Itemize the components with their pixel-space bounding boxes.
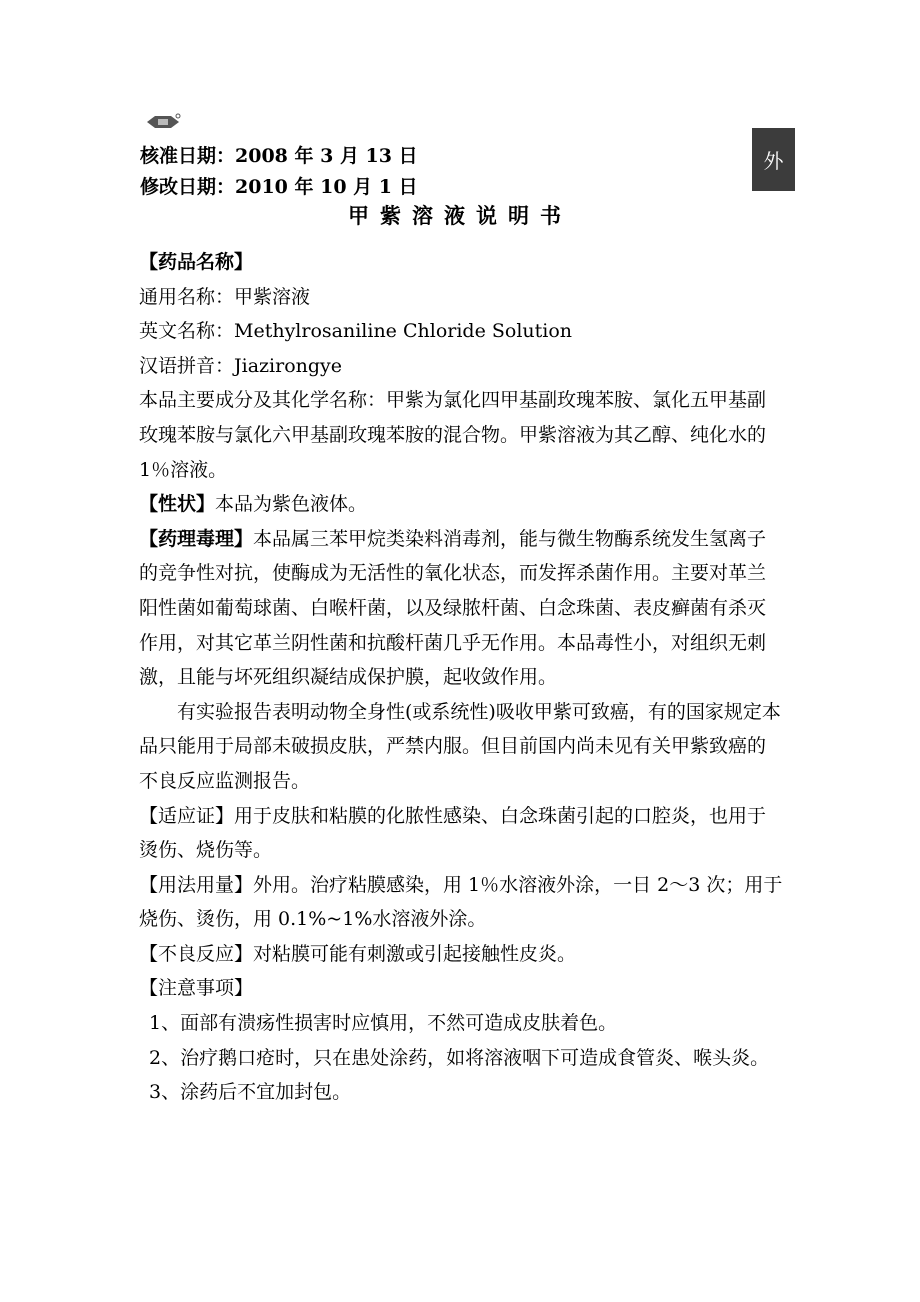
approval-date: 核准日期：2008 年 3 月 13 日 (140, 145, 418, 167)
section-heading-name: 【药品名称】 (139, 251, 254, 273)
indication-paragraph (139, 799, 784, 868)
document-title: 甲紫溶液说明书 (348, 203, 572, 228)
precaution-item: 3、涂药后不宜加封包。 (149, 1081, 352, 1104)
character-paragraph (139, 487, 784, 522)
ingredients-text: 本品主要成分及其化学名称：甲紫为氯化四甲基副玫瑰苯胺、氯化五甲基副玫瑰苯胺与氯化六甲基副玫瑰苯胺的混合物。甲紫溶液为其乙醇、纯化水的 1％溶液。 (139, 389, 767, 481)
section-heading-indication: 【适应证】 (139, 804, 235, 827)
english-name: 英文名称：Methylrosaniline Chloride Solution (139, 320, 573, 343)
adverse-paragraph (139, 937, 784, 972)
document-body (139, 245, 784, 1110)
indication-text: 用于皮肤和粘膜的化脓性感染、白念珠菌引起的口腔炎，也用于烫伤、烧伤等。 (139, 804, 767, 862)
pharm-text-2: 有实验报告表明动物全身性(或系统性)吸收甲紫可致癌，有的国家规定本品只能用于局部未破损皮肤，严禁内服。但目前国内尚未见有关甲紫致癌的不良反应监测报告。 (139, 700, 781, 792)
dosage-text: 外用。治疗粘膜感染，用 1％水溶液外涂，一日 2～3 次；用于烧伤、烫伤，用 0.1%~1%水溶液外涂。 (139, 873, 783, 931)
external-use-badge: 外 (752, 128, 795, 191)
section-heading-adverse: 【不良反应】 (139, 942, 254, 965)
section-heading-precautions: 【注意事项】 (139, 977, 254, 1000)
company-logo-icon (145, 112, 181, 132)
pharm-text: 本品属三苯甲烷类染料消毒剂，能与微生物酶系统发生氢离子的竞争性对抗，使酶成为无活性的氧化状态，而发挥杀菌作用。主要对革兰阳性菌如葡萄球菌、白喉杆菌，以及绿脓杆菌、白念珠菌、表皮癣菌有杀灭作用，对其它革兰阴性菌和抗酸杆菌几乎无作用。本品毒性小，对组织无刺激，且能与坏死组织凝结成保护膜，起收敛作用。 (139, 527, 767, 689)
section-heading-dosage: 【用法用量】 (139, 873, 254, 896)
dosage-paragraph (139, 868, 784, 937)
revision-date: 修改日期：2010 年 10 月 1 日 (140, 176, 418, 198)
pinyin-name: 汉语拼音：Jiazirongye (139, 354, 343, 377)
character-text: 本品为紫色液体。 (215, 493, 368, 516)
pharm-paragraph (139, 522, 784, 695)
generic-name: 通用名称：甲紫溶液 (139, 285, 311, 308)
dates-block (140, 141, 418, 203)
precaution-item: 1、面部有溃疡性损害时应慎用，不然可造成皮肤着色。 (149, 1012, 618, 1035)
section-heading-character: 【性状】 (139, 493, 216, 516)
section-heading-pharm: 【药理毒理】 (139, 527, 254, 550)
adverse-text: 对粘膜可能有刺激或引起接触性皮炎。 (253, 942, 577, 965)
precaution-item: 2、治疗鹅口疮时，只在患处涂药，如将溶液咽下可造成食管炎、喉头炎。 (149, 1046, 770, 1069)
